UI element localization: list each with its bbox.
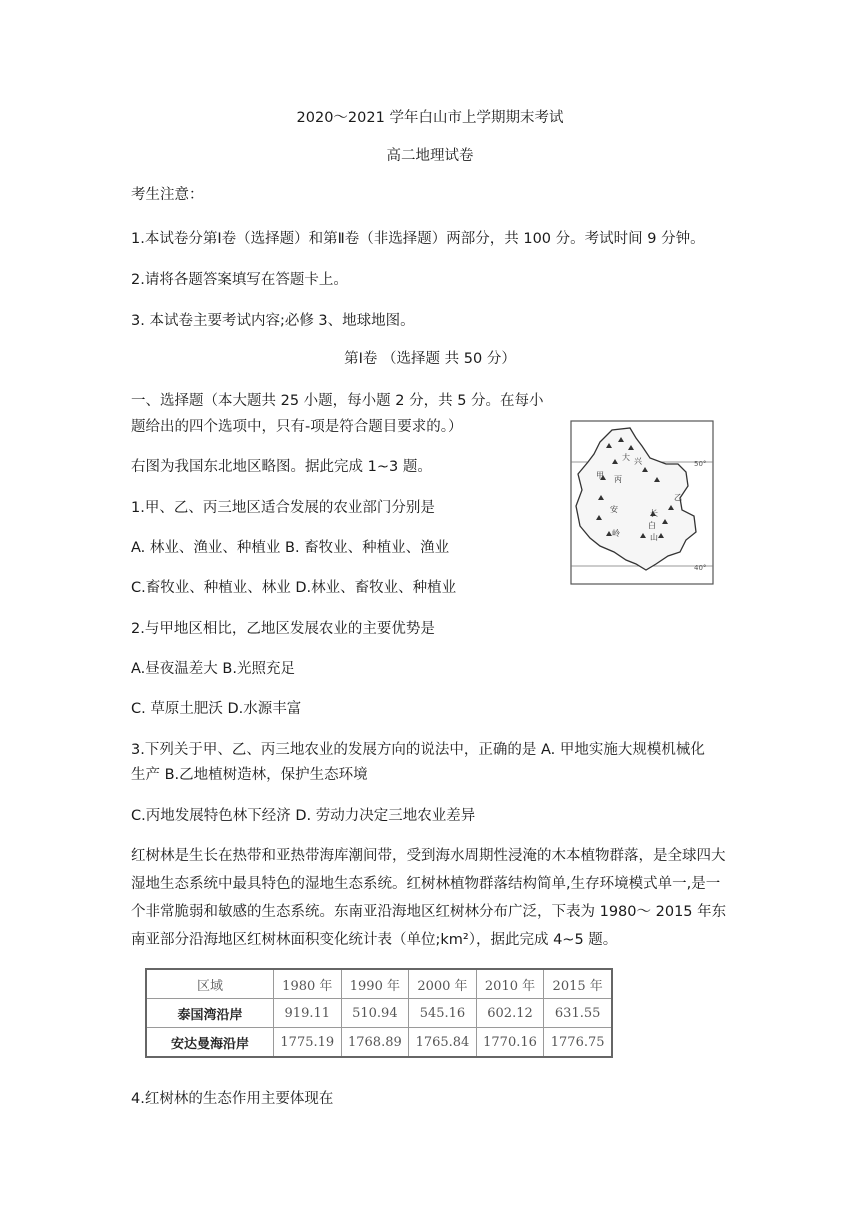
section1-intro-line1: 一、选择题（本大题共 25 小题，每小题 2 分，共 5 分。在每小 [131, 393, 544, 409]
map-intro: 右图为我国东北地区略图。据此完成 1~3 题。 [131, 459, 432, 475]
table-cell: 泰国湾沿岸 [146, 999, 274, 1028]
exam-subtitle: 高二地理试卷 [386, 148, 474, 164]
table-cell: 1776.75 [544, 1028, 612, 1058]
exam-title: 2020～2021 学年白山市上学期期末考试 [296, 110, 564, 126]
mangrove-paragraph: 红树林是生长在热带和亚热带海库潮间带，受到海水周期性浸淹的木本植物群落，是全球四大湿地生态系统中最具特色的湿地生态系统。红树林植物群落结构简单,生存环境模式单一,是一个非常脆弱和敏感的生态系统。东南亚沿海地区红树林分布广泛，下表为 1980～ 2015 年东南亚部分沿海地区红树林面积变化统计表（单位;km²），据此完成 4~5 题。 [131, 848, 727, 948]
map-label-bai: 白 [648, 521, 656, 530]
table-cell: 安达曼海沿岸 [146, 1028, 274, 1058]
q2-stem: 2.与甲地区相比，乙地区发展农业的主要优势是 [131, 621, 435, 637]
map-label-da: 大 [622, 453, 630, 462]
q1-options-line2: C.畜牧业、种植业、林业 D.林业、畜牧业、种植业 [131, 580, 457, 596]
map-label-yi: 乙 [674, 493, 682, 502]
table-cell: 1770.16 [476, 1028, 544, 1058]
section1-intro-line2: 题给出的四个选项中，只有-项是符合题目要求的。） [131, 419, 463, 435]
table-header: 2015 年 [544, 969, 612, 999]
q1-stem: 1.甲、乙、丙三地区适合发展的农业部门分别是 [131, 500, 435, 516]
notice-1: 1.本试卷分第Ⅰ卷（选择题）和第Ⅱ卷（非选择题）两部分，共 100 分。考试时间 9 分钟。 [131, 231, 705, 247]
map-label-xing: 兴 [634, 457, 642, 466]
table-cell: 631.55 [544, 999, 612, 1028]
notice-heading: 考生注意： [131, 187, 204, 203]
map-label-ling: 岭 [612, 529, 620, 538]
q4-stem: 4.红树林的生态作用主要体现在 [131, 1091, 334, 1107]
table-cell: 919.11 [274, 999, 342, 1028]
northeast-china-map [570, 420, 714, 585]
table-cell: 602.12 [476, 999, 544, 1028]
table-cell: 510.94 [341, 999, 409, 1028]
table-cell: 545.16 [409, 999, 477, 1028]
part1-heading: 第Ⅰ卷 （选择题 共 50 分） [344, 351, 516, 367]
table-header: 1980 年 [274, 969, 342, 999]
map-label-jia: 甲 [596, 471, 604, 480]
table-header: 2010 年 [476, 969, 544, 999]
table-header: 2000 年 [409, 969, 477, 999]
table-cell: 1775.19 [274, 1028, 342, 1058]
table-header: 1990 年 [341, 969, 409, 999]
q1-options-line1: A. 林业、渔业、种植业 B. 畜牧业、种植业、渔业 [131, 540, 450, 556]
table-row [146, 1028, 612, 1058]
q3-stem-line1: 3.下列关于甲、乙、丙三地农业的发展方向的说法中，正确的是 A. 甲地实施大规模机械化 [131, 742, 705, 758]
latitude-50-label: 50° [694, 460, 707, 468]
map-label-chang: 长 [650, 509, 658, 518]
q2-options-line1: A.昼夜温差大 B.光照充足 [131, 661, 295, 677]
q3-stem-line2: 生产 B.乙地植树造林，保护生态环境 [131, 767, 368, 783]
map-label-an: 安 [610, 505, 618, 514]
q3-options: C.丙地发展特色林下经济 D. 劳动力决定三地农业差异 [131, 808, 476, 824]
notice-2: 2.请将各题答案填写在答题卡上。 [131, 272, 348, 288]
table-cell: 1765.84 [409, 1028, 477, 1058]
notice-3: 3. 本试卷主要考试内容;必修 3、地球地图。 [131, 313, 415, 329]
map-label-bing: 丙 [614, 475, 622, 484]
table-row [146, 999, 612, 1028]
mangrove-area-table [145, 968, 613, 1058]
map-label-shan: 山 [650, 533, 658, 542]
table-cell: 1768.89 [341, 1028, 409, 1058]
table-header-row [146, 969, 612, 999]
table-header: 区域 [146, 969, 274, 999]
latitude-40-label: 40° [694, 564, 707, 572]
q2-options-line2: C. 草原土肥沃 D.水源丰富 [131, 701, 302, 717]
